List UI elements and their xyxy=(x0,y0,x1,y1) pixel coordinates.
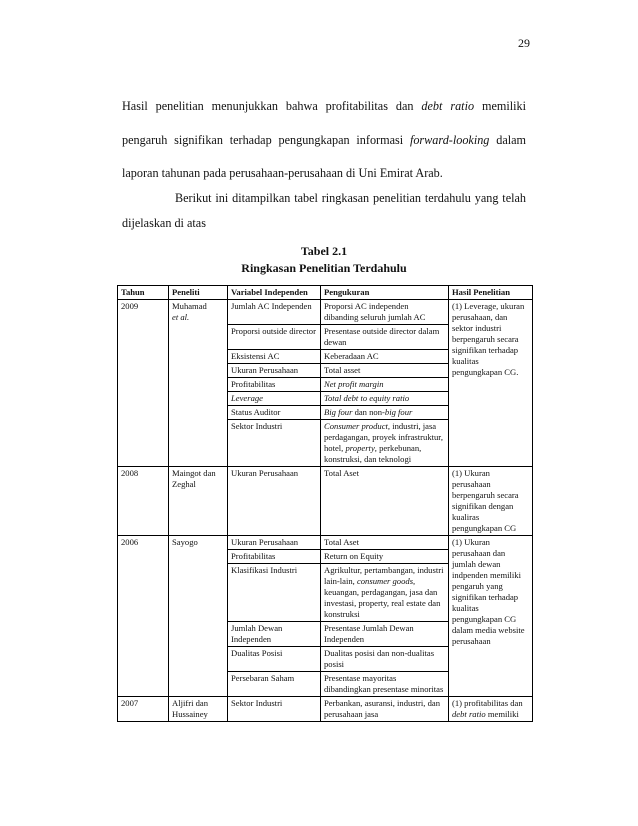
research-summary-table xyxy=(117,285,533,722)
paragraph-line-5: dijelaskan di atas xyxy=(122,216,206,230)
header-year: Tahun xyxy=(118,286,169,300)
cell-measurement: Return on Equity xyxy=(321,550,449,564)
cell-variable: Sektor Industri xyxy=(228,697,321,722)
cell-year: 2007 xyxy=(118,697,169,722)
cell-variable: Eksistensi AC xyxy=(228,350,321,364)
cell-result: (1) Ukuran perusahaan berpengaruh secara signifikan dengan kualiras pengungkapan CG xyxy=(449,467,533,536)
table-caption-number: Tabel 2.1 xyxy=(300,244,348,258)
cell-researcher: Aljifri dan Hussainey xyxy=(169,697,228,722)
cell-measurement: Presentase Jumlah Dewan Independen xyxy=(321,622,449,647)
paragraph-line-2: pengaruh signifikan terhadap pengungkapan informasi forward-looking dalam xyxy=(122,133,527,147)
cell-year: 2008 xyxy=(118,467,169,536)
cell-measurement: Keberadaan AC xyxy=(321,350,449,364)
cell-researcher: Muhamad et al. xyxy=(169,300,228,467)
cell-measurement: Perbankan, asuransi, industri, dan perusahaan jasa xyxy=(321,697,449,722)
header-variable: Variabel Independen xyxy=(228,286,321,300)
cell-year: 2009 xyxy=(118,300,169,467)
cell-result: (1) profitabilitas dan debt ratio memiliki xyxy=(449,697,533,722)
cell-researcher: Sayogo xyxy=(169,536,228,697)
table-header-row xyxy=(118,286,533,300)
cell-variable: Persebaran Saham xyxy=(228,672,321,697)
cell-variable: Proporsi outside director xyxy=(228,325,321,350)
cell-measurement: Total asset xyxy=(321,364,449,378)
cell-variable: Profitabilitas xyxy=(228,378,321,392)
cell-variable: Status Auditor xyxy=(228,406,321,420)
table-caption-title: Ringkasan Penelitian Terdahulu xyxy=(241,261,407,275)
cell-measurement: Dualitas posisi dan non-dualitas posisi xyxy=(321,647,449,672)
cell-variable: Sektor Industri xyxy=(228,420,321,467)
cell-measurement: Total debt to equity ratio xyxy=(321,392,449,406)
cell-variable: Profitabilitas xyxy=(228,550,321,564)
header-researcher: Peneliti xyxy=(169,286,228,300)
header-measurement: Pengukuran xyxy=(321,286,449,300)
cell-measurement: Presentase mayoritas dibandingkan presentase minoritas xyxy=(321,672,449,697)
header-result: Hasil Penelitian xyxy=(449,286,533,300)
cell-variable: Ukuran Perusahaan xyxy=(228,467,321,536)
table-row xyxy=(118,467,533,536)
cell-measurement: Proporsi AC independen dibanding seluruh jumlah AC xyxy=(321,300,449,325)
cell-measurement: Total Aset xyxy=(321,536,449,550)
cell-variable: Jumlah Dewan Independen xyxy=(228,622,321,647)
cell-measurement: Net profit margin xyxy=(321,378,449,392)
cell-variable: Leverage xyxy=(228,392,321,406)
table-row xyxy=(118,300,533,325)
paragraph-line-3: laporan tahunan pada perusahaan-perusahaan di Uni Emirat Arab. xyxy=(122,166,443,180)
page-number: 29 xyxy=(518,36,530,50)
paragraph-line-1: Hasil penelitian menunjukkan bahwa profitabilitas dan debt ratio memiliki xyxy=(122,99,526,113)
cell-result: (1) Ukuran perusahaan dan jumlah dewan indpenden memiliki pengaruh yang signifikan terhadap kualitas pengungkapan CG dalam media website perusahaan xyxy=(449,536,533,697)
cell-variable: Jumlah AC Independen xyxy=(228,300,321,325)
cell-measurement: Presentase outside director dalam dewan xyxy=(321,325,449,350)
cell-year: 2006 xyxy=(118,536,169,697)
cell-measurement: Consumer product, industri, jasa perdagangan, proyek infrastruktur, hotel, property, perkebunan, konstruksi, dan teknologi xyxy=(321,420,449,467)
cell-result: (1) Leverage, ukuran perusahaan, dan sektor industri berpengaruh secara signifikan terhadap kualitas pengungkapan CG. xyxy=(449,300,533,467)
cell-measurement: Big four dan non-big four xyxy=(321,406,449,420)
table-row xyxy=(118,697,533,722)
cell-measurement: Total Aset xyxy=(321,467,449,536)
cell-researcher: Maingot dan Zeghal xyxy=(169,467,228,536)
cell-measurement: Agrikultur, pertambangan, industri lain-lain, consumer goods, keuangan, perdagangan, jasa dan investasi, property, real estate dan konstruksi xyxy=(321,564,449,622)
cell-variable: Klasifikasi Industri xyxy=(228,564,321,622)
cell-variable: Dualitas Posisi xyxy=(228,647,321,672)
cell-variable: Ukuran Perusahaan xyxy=(228,364,321,378)
table-row xyxy=(118,536,533,550)
paragraph-line-4: Berikut ini ditampilkan tabel ringkasan penelitian terdahulu yang telah xyxy=(175,191,526,205)
cell-variable: Ukuran Perusahaan xyxy=(228,536,321,550)
